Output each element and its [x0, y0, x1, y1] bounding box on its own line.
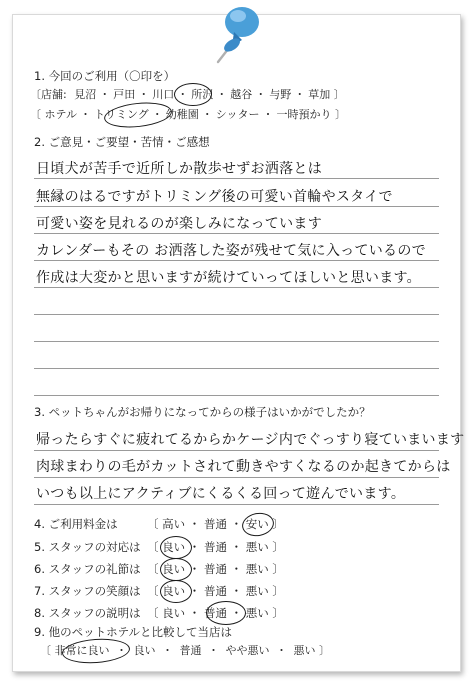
store-option-selected: 川口: [152, 88, 175, 101]
q9-option: 良い: [133, 644, 156, 657]
rating-option: 普通: [203, 584, 227, 598]
selection-circle: [160, 558, 192, 581]
ruled-line: [34, 477, 439, 478]
q9-option: 普通: [179, 644, 202, 657]
rating-option: 普通: [203, 517, 227, 531]
ruled-line: [34, 450, 439, 451]
rating-row: 8. スタッフの説明は 〔 良い ・ 普通 ・ 悪い 〕: [34, 606, 284, 620]
rating-option-selected: 普通: [203, 606, 227, 620]
q9-options: 〔 非常に良い ・ 良い ・ 普通 ・ やや悪い ・ 悪い 〕: [40, 644, 330, 657]
rating-option: 普通: [203, 540, 227, 554]
ruled-line: [34, 233, 439, 234]
service-option: 幼稚園: [165, 108, 199, 121]
ruled-line: [34, 260, 439, 261]
service-options: 〔 ホテル ・ トリミング ・ 幼稚園 ・ シッター ・ 一時預かり 〕: [30, 108, 347, 121]
rating-label: 8. スタッフの説明は: [34, 606, 141, 620]
stores-label: 〔店舗:: [30, 88, 67, 101]
rating-option-selected: 良い: [162, 584, 186, 598]
q9-option-selected: 非常に良い: [54, 644, 110, 657]
store-option: 見沼: [74, 88, 97, 101]
q9-heading: 9. 他のペットホテルと比較して当店は: [34, 625, 233, 639]
rating-label: 4. ご利用料金は: [34, 517, 118, 531]
ruled-line: [34, 504, 439, 505]
rating-option-selected: 良い: [162, 540, 186, 554]
ruled-line: [34, 314, 439, 315]
stores-close: 〕: [333, 88, 345, 101]
rating-label: 6. スタッフの礼節は: [34, 562, 141, 576]
service-option: ホテル: [44, 108, 77, 121]
selection-circle: [160, 580, 192, 603]
comment-line: 無縁のはるですがトリミング後の可愛い首輪やスタイで: [36, 189, 393, 205]
comment-line: いつも以上にアクティブにくるくる回って遊んでいます。: [36, 486, 406, 502]
store-options: 〔店舗: 見沼 ・ 戸田 ・ 川口 ・ 所沢 ・ 越谷 ・ 与野 ・ 草加 〕: [30, 88, 345, 101]
rating-option: 悪い: [245, 540, 269, 554]
selection-circle: [203, 601, 246, 625]
ruled-line: [34, 341, 439, 342]
q9-option: やや悪い: [225, 644, 270, 657]
rating-option: 悪い: [245, 562, 269, 576]
rating-row: 7. スタッフの笑顔は 〔 良い ・ 普通 ・ 悪い 〕: [34, 584, 284, 598]
rating-option-selected: 安い: [245, 517, 269, 531]
ruled-line: [34, 178, 439, 179]
rating-option: 良い: [162, 606, 186, 620]
store-option: 戸田: [113, 88, 136, 101]
store-option: 所沢: [191, 88, 214, 101]
ruled-line: [34, 395, 439, 396]
store-option: 越谷: [230, 88, 253, 101]
selection-circle: [160, 536, 192, 559]
ruled-line: [34, 206, 439, 207]
rating-row: 6. スタッフの礼節は 〔 良い ・ 普通 ・ 悪い 〕: [34, 562, 284, 576]
rating-option: 普通: [203, 562, 227, 576]
rating-option: 悪い: [245, 606, 269, 620]
comment-line: 肉球まわりの毛がカットされて動きやすくなるのか起きてからは: [36, 459, 451, 475]
rating-row: 4. ご利用料金は 〔 高い ・ 普通 ・ 安い 〕: [34, 517, 284, 531]
rating-label: 7. スタッフの笑顔は: [34, 584, 141, 598]
service-option: 一時預かり: [276, 108, 332, 121]
comment-line: 帰ったらすぐに疲れてるからかケージ内でぐっすり寝ていまいます: [36, 432, 465, 448]
comment-line: 可愛い姿を見れるのが楽しみになっています: [36, 216, 322, 232]
q1-heading: 1. 今回のご利用（〇印を）: [34, 69, 176, 83]
comment-line: 作成は大変かと思いますが続けていってほしいと思います。: [36, 270, 421, 286]
rating-option: 高い: [162, 517, 186, 531]
push-pin-icon: [212, 0, 268, 66]
rating-row: 5. スタッフの対応は 〔 良い ・ 普通 ・ 悪い 〕: [34, 540, 284, 554]
store-option: 与野: [269, 88, 292, 101]
comment-line: カレンダーもその お洒落した姿が残せて気に入っているので: [36, 243, 426, 259]
service-option: シッター: [215, 108, 260, 121]
q2-heading: 2. ご意見・ご要望・苦情・ご感想: [34, 135, 210, 149]
comment-line: 日頃犬が苦手で近所しか散歩せずお洒落とは: [36, 161, 322, 177]
service-option-selected: トリミング: [93, 108, 149, 121]
rating-label: 5. スタッフの対応は: [34, 540, 141, 554]
rating-option: 悪い: [245, 584, 269, 598]
rating-option-selected: 良い: [162, 562, 186, 576]
ruled-line: [34, 368, 439, 369]
selection-circle: [174, 83, 212, 106]
store-option: 草加: [308, 88, 331, 101]
ruled-line: [34, 287, 439, 288]
q9-option: 悪い: [293, 644, 316, 657]
q3-heading: 3. ペットちゃんがお帰りになってからの様子はいかがでしたか？: [34, 405, 371, 419]
